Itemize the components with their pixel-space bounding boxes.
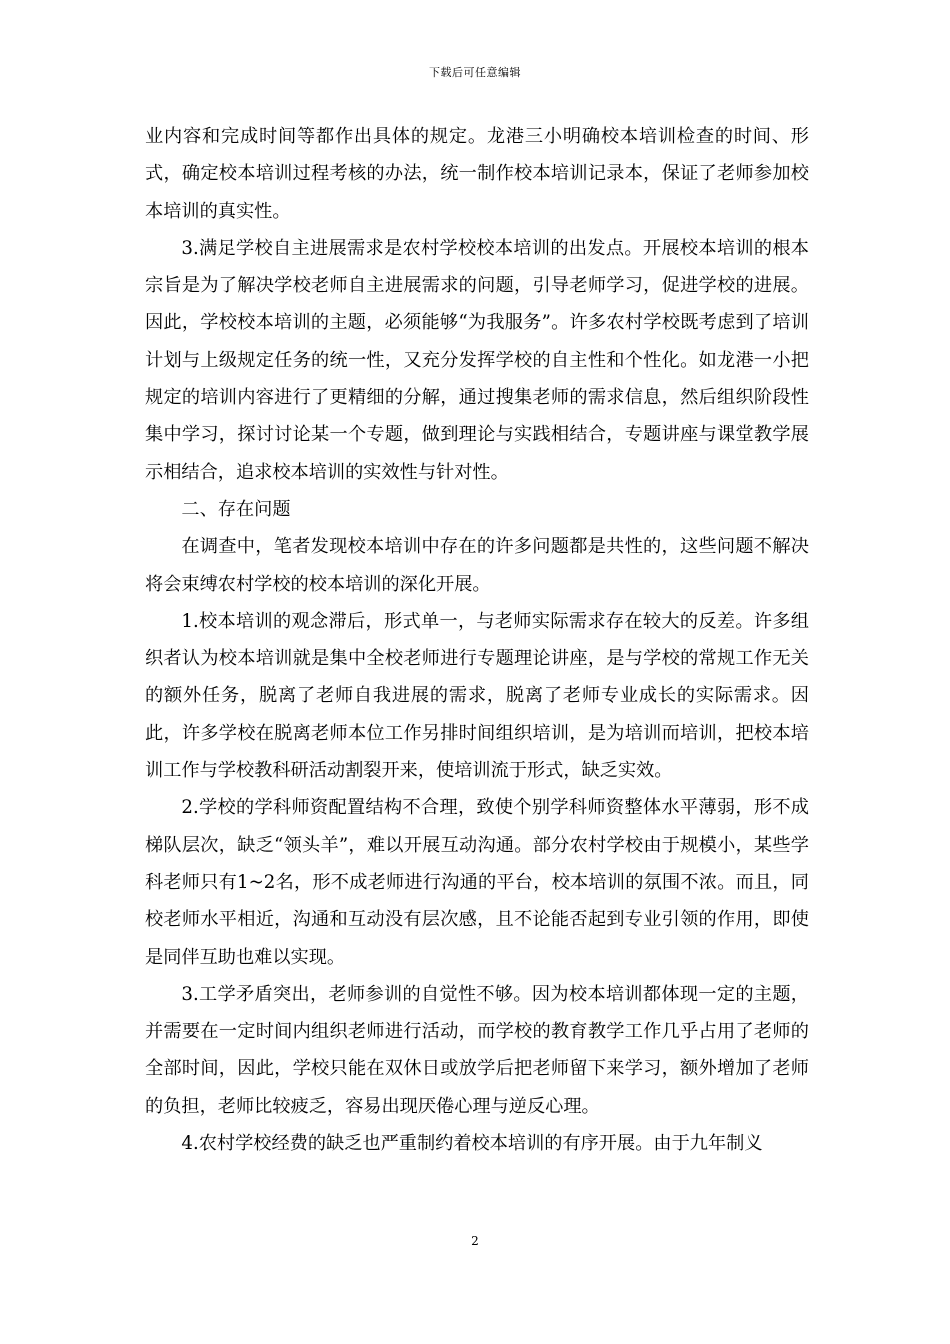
section-heading-problems: 二、存在问题 [181,498,291,520]
paragraph-problem-4: 4.农村学校经费的缺乏也严重制约着校本培训的有序开展。由于九年制义 [181,1133,763,1155]
paragraph-survey-intro: 在调查中，笔者发现校本培训中存在的许多问题都是共性的，这些问题不解决将会束缚农村学校的校本培训的深化开展。 [145,536,809,595]
paragraph-problem-2: 2.学校的学科师资配置结构不合理，致使个别学科师资整体水平薄弱，形不成梯队层次，缺乏“领头羊”，难以开展互动沟通。部分农村学校由于规模小，某些学科老师只有1~2名，形不成老师进行沟通的平台，校本培训的氛围不浓。而且，同校老师水平相近，沟通和互动没有层次感，且不论能否起到专业引领的作用，即使是同伴互助也难以实现。 [145,797,809,968]
page-number: 2 [471,1234,479,1248]
paragraph-problem-1: 1.校本培训的观念滞后，形式单一，与老师实际需求存在较大的反差。许多组织者认为校本培训就是集中全校老师进行专题理论讲座，是与学校的常规工作无关的额外任务，脱离了老师自我进展的需求，脱离了老师专业成长的实际需求。因此，许多学校在脱离老师本位工作另排时间组织培训，是为培训而培训，把校本培训工作与学校教科研活动割裂开来，使培训流于形式，缺乏实效。 [145,610,809,782]
paragraph-point-3: 3.满足学校自主进展需求是农村学校校本培训的出发点。开展校本培训的根本宗旨是为了解决学校老师自主进展需求的问题，引导老师学习，促进学校的进展。因此，学校校本培训的主题，必须能够“为我服务”。许多农村学校既考虑到了培训计划与上级规定任务的统一性，又充分发挥学校的自主性和个性化。如龙港一小把规定的培训内容进行了更精细的分解，通过搜集老师的需求信息，然后组织阶段性集中学习，探讨讨论某一个专题，做到理论与实践相结合，专题讲座与课堂教学展示相结合，追求校本培训的实效性与针对性。 [145,237,809,483]
paragraph-continuation: 业内容和完成时间等都作出具体的规定。龙港三小明确校本培训检查的时间、形式，确定校本培训过程考核的办法，统一制作校本培训记录本，保证了老师参加校本培训的真实性。 [145,126,809,222]
document-body [145,118,809,1162]
paragraph-problem-3: 3.工学矛盾突出，老师参训的自觉性不够。因为校本培训都体现一定的主题，并需要在一定时间内组织老师进行活动，而学校的教育教学工作几乎占用了老师的全部时间，因此，学校只能在双休日或放学后把老师留下来学习，额外增加了老师的负担，老师比较疲乏，容易出现厌倦心理与逆反心理。 [145,983,809,1117]
page-header-note: 下载后可任意编辑 [429,66,521,79]
